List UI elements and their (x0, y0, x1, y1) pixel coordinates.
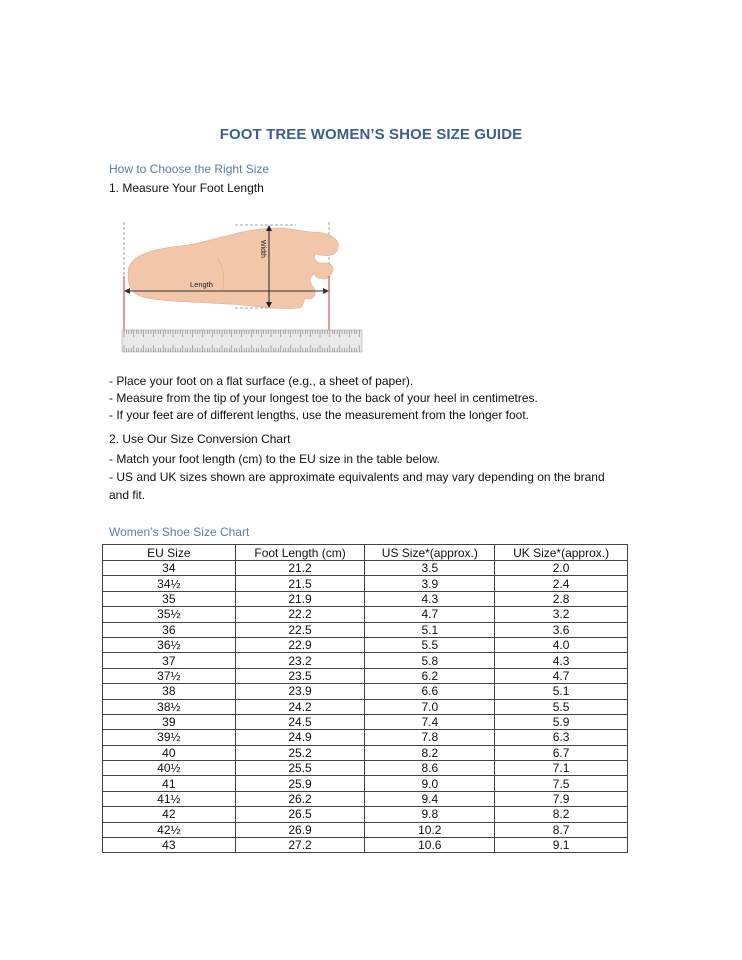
table-row (103, 776, 628, 791)
table-row (103, 822, 628, 837)
table-row (103, 607, 628, 622)
eu-size-cell: 37 (103, 653, 236, 668)
table-row (103, 699, 628, 714)
table-row (103, 622, 628, 637)
foot-length-cell: 24.5 (235, 714, 365, 729)
eu-size-cell: 38½ (103, 699, 236, 714)
table-row (103, 653, 628, 668)
table-row (103, 730, 628, 745)
us-size-cell: 5.8 (365, 653, 495, 668)
us-size-cell: 9.8 (365, 807, 495, 822)
eu-size-cell: 39 (103, 714, 236, 729)
us-size-cell: 7.0 (365, 699, 495, 714)
us-size-cell: 7.8 (365, 730, 495, 745)
uk-size-cell: 4.0 (495, 637, 628, 652)
table-row (103, 668, 628, 683)
uk-size-cell: 4.3 (495, 653, 628, 668)
foot-length-cell: 22.5 (235, 622, 365, 637)
uk-size-cell: 5.5 (495, 699, 628, 714)
us-size-cell: 3.9 (365, 576, 495, 591)
uk-size-cell: 6.3 (495, 730, 628, 745)
uk-size-cell: 2.8 (495, 591, 628, 606)
width-label-text: Width (259, 240, 266, 258)
uk-size-cell: 2.4 (495, 576, 628, 591)
us-size-cell: 6.6 (365, 684, 495, 699)
step1-bullet: - Place your foot on a flat surface (e.g., a sheet of paper). (109, 374, 414, 388)
foot-length-cell: 24.2 (235, 699, 365, 714)
page-title: FOOT TREE WOMEN’S SHOE SIZE GUIDE (219, 126, 523, 143)
step2-bullet: - US and UK sizes shown are approximate equivalents and may vary depending on the brand (109, 470, 605, 484)
uk-size-cell: 5.1 (495, 684, 628, 699)
foot-length-cell: 24.9 (235, 730, 365, 745)
uk-size-cell: 8.2 (495, 807, 628, 822)
us-size-cell: 4.7 (365, 607, 495, 622)
eu-size-cell: 42 (103, 807, 236, 822)
column-header-eu: EU Size (103, 545, 236, 561)
ruler-icon (122, 330, 362, 352)
uk-size-cell: 8.7 (495, 822, 628, 837)
eu-size-cell: 35 (103, 591, 236, 606)
us-size-cell: 5.5 (365, 637, 495, 652)
eu-size-cell: 36 (103, 622, 236, 637)
table-row (103, 745, 628, 760)
us-size-cell: 3.5 (365, 561, 495, 576)
eu-size-cell: 40 (103, 745, 236, 760)
foot-length-cell: 26.2 (235, 791, 365, 806)
eu-size-cell: 34 (103, 561, 236, 576)
table-row (103, 714, 628, 729)
uk-size-cell: 7.1 (495, 761, 628, 776)
foot-length-cell: 23.9 (235, 684, 365, 699)
eu-size-cell: 37½ (103, 668, 236, 683)
foot-measure-figure (118, 218, 368, 358)
us-size-cell: 9.4 (365, 791, 495, 806)
foot-length-cell: 23.5 (235, 668, 365, 683)
eu-size-cell: 43 (103, 838, 236, 853)
table-row (103, 838, 628, 853)
step1-heading: 1. Measure Your Foot Length (109, 181, 264, 195)
foot-length-cell: 27.2 (235, 838, 365, 853)
us-size-cell: 10.6 (365, 838, 495, 853)
column-header-us: US Size*(approx.) (365, 545, 495, 561)
foot-length-cell: 26.9 (235, 822, 365, 837)
foot-length-cell: 22.2 (235, 607, 365, 622)
length-label-text: Length (190, 280, 213, 289)
foot-length-cell: 21.5 (235, 576, 365, 591)
uk-size-cell: 7.9 (495, 791, 628, 806)
foot-length-cell: 21.9 (235, 591, 365, 606)
chart-heading: Women’s Shoe Size Chart (109, 525, 250, 539)
us-size-cell: 6.2 (365, 668, 495, 683)
table-header-row (103, 545, 628, 561)
uk-size-cell: 7.5 (495, 776, 628, 791)
uk-size-cell: 9.1 (495, 838, 628, 853)
eu-size-cell: 35½ (103, 607, 236, 622)
us-size-cell: 8.2 (365, 745, 495, 760)
table-row (103, 576, 628, 591)
foot-length-cell: 22.9 (235, 637, 365, 652)
eu-size-cell: 36½ (103, 637, 236, 652)
step1-bullet: - If your feet are of different lengths, use the measurement from the longer foot. (109, 408, 530, 422)
section-heading: How to Choose the Right Size (109, 162, 270, 176)
us-size-cell: 4.3 (365, 591, 495, 606)
step2-bullet: - Match your foot length (cm) to the EU size in the table below. (109, 452, 440, 466)
us-size-cell: 7.4 (365, 714, 495, 729)
us-size-cell: 10.2 (365, 822, 495, 837)
eu-size-cell: 34½ (103, 576, 236, 591)
table-row (103, 561, 628, 576)
step1-bullet: - Measure from the tip of your longest toe to the back of your heel in centimetres. (109, 391, 538, 405)
uk-size-cell: 4.7 (495, 668, 628, 683)
foot-icon (128, 228, 338, 309)
column-header-foot-length: Foot Length (cm) (235, 545, 365, 561)
foot-length-cell: 26.5 (235, 807, 365, 822)
table-row (103, 807, 628, 822)
table-row (103, 791, 628, 806)
uk-size-cell: 3.6 (495, 622, 628, 637)
table-row (103, 761, 628, 776)
eu-size-cell: 38 (103, 684, 236, 699)
eu-size-cell: 41 (103, 776, 236, 791)
table-row (103, 637, 628, 652)
size-chart-table (102, 544, 628, 853)
uk-size-cell: 2.0 (495, 561, 628, 576)
us-size-cell: 5.1 (365, 622, 495, 637)
eu-size-cell: 39½ (103, 730, 236, 745)
eu-size-cell: 41½ (103, 791, 236, 806)
us-size-cell: 9.0 (365, 776, 495, 791)
step2-heading: 2. Use Our Size Conversion Chart (109, 432, 291, 446)
uk-size-cell: 3.2 (495, 607, 628, 622)
eu-size-cell: 40½ (103, 761, 236, 776)
eu-size-cell: 42½ (103, 822, 236, 837)
foot-length-cell: 25.9 (235, 776, 365, 791)
foot-length-cell: 21.2 (235, 561, 365, 576)
foot-length-cell: 25.2 (235, 745, 365, 760)
foot-length-cell: 23.2 (235, 653, 365, 668)
table-row (103, 684, 628, 699)
step2-bullet: and fit. (109, 488, 146, 502)
foot-length-cell: 25.5 (235, 761, 365, 776)
table-row (103, 591, 628, 606)
column-header-uk: UK Size*(approx.) (495, 545, 628, 561)
uk-size-cell: 5.9 (495, 714, 628, 729)
us-size-cell: 8.6 (365, 761, 495, 776)
uk-size-cell: 6.7 (495, 745, 628, 760)
